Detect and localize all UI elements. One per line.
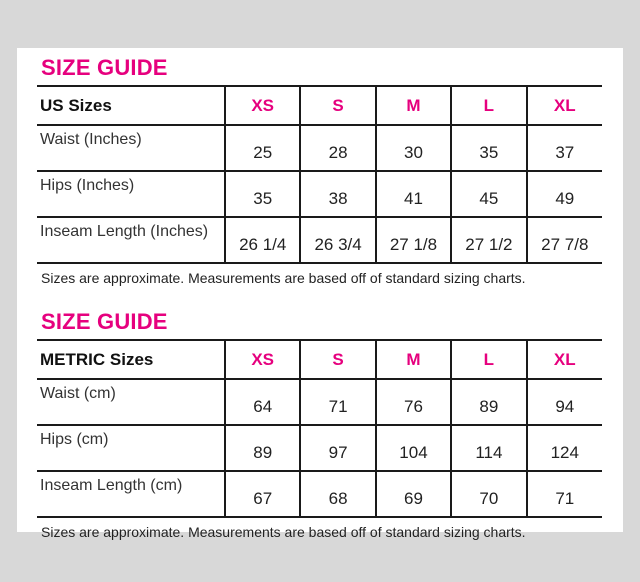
- size-l-heading: L: [451, 86, 526, 125]
- table-cell: 25: [225, 125, 300, 171]
- size-l-heading: L: [451, 340, 526, 379]
- table-row: [37, 171, 602, 217]
- size-m-heading: M: [376, 86, 451, 125]
- metric-header-row: [37, 340, 602, 379]
- table-cell: 69: [376, 471, 451, 517]
- table-cell: 71: [300, 379, 375, 425]
- size-xs-heading: XS: [225, 340, 300, 379]
- table-cell: 37: [527, 125, 602, 171]
- table-cell: 70: [451, 471, 526, 517]
- us-header-row: [37, 86, 602, 125]
- row-label-inseam: Inseam Length (Inches): [37, 217, 225, 263]
- table-cell: 26 1/4: [225, 217, 300, 263]
- table-cell: 27 7/8: [527, 217, 602, 263]
- size-guide-card: [17, 48, 623, 540]
- size-xl-heading: XL: [527, 340, 602, 379]
- row-label-hips: Hips (cm): [37, 425, 225, 471]
- size-s-heading: S: [300, 340, 375, 379]
- table-row: [37, 471, 602, 517]
- table-cell: 27 1/2: [451, 217, 526, 263]
- size-xs-heading: XS: [225, 86, 300, 125]
- table-row: [37, 217, 602, 263]
- us-size-table: [37, 85, 602, 264]
- table-cell: 104: [376, 425, 451, 471]
- table-cell: 71: [527, 471, 602, 517]
- table-cell: 68: [300, 471, 375, 517]
- size-s-heading: S: [300, 86, 375, 125]
- table-cell: 94: [527, 379, 602, 425]
- us-size-guide: [37, 56, 602, 286]
- table-cell: 89: [451, 379, 526, 425]
- us-sizes-heading: US Sizes: [37, 86, 225, 125]
- row-label-inseam: Inseam Length (cm): [37, 471, 225, 517]
- table-cell: 49: [527, 171, 602, 217]
- table-cell: 67: [225, 471, 300, 517]
- metric-size-guide: [37, 310, 602, 540]
- metric-guide-title: SIZE GUIDE: [41, 309, 168, 334]
- table-cell: 41: [376, 171, 451, 217]
- table-cell: 45: [451, 171, 526, 217]
- table-cell: 76: [376, 379, 451, 425]
- table-cell: 124: [527, 425, 602, 471]
- size-m-heading: M: [376, 340, 451, 379]
- metric-disclaimer-note: Sizes are approximate. Measurements are based off of standard sizing charts.: [41, 524, 526, 540]
- table-cell: 26 3/4: [300, 217, 375, 263]
- row-label-waist: Waist (Inches): [37, 125, 225, 171]
- row-label-waist: Waist (cm): [37, 379, 225, 425]
- size-xl-heading: XL: [527, 86, 602, 125]
- table-cell: 38: [300, 171, 375, 217]
- row-label-hips: Hips (Inches): [37, 171, 225, 217]
- table-row: [37, 125, 602, 171]
- table-row: [37, 379, 602, 425]
- table-cell: 35: [451, 125, 526, 171]
- table-cell: 97: [300, 425, 375, 471]
- table-cell: 114: [451, 425, 526, 471]
- us-disclaimer-note: Sizes are approximate. Measurements are based off of standard sizing charts.: [41, 270, 526, 286]
- table-cell: 27 1/8: [376, 217, 451, 263]
- table-cell: 35: [225, 171, 300, 217]
- table-cell: 89: [225, 425, 300, 471]
- metric-size-table: [37, 339, 602, 518]
- table-cell: 30: [376, 125, 451, 171]
- metric-sizes-heading: METRIC Sizes: [37, 340, 225, 379]
- table-cell: 28: [300, 125, 375, 171]
- us-guide-title: SIZE GUIDE: [41, 55, 168, 80]
- table-cell: 64: [225, 379, 300, 425]
- table-row: [37, 425, 602, 471]
